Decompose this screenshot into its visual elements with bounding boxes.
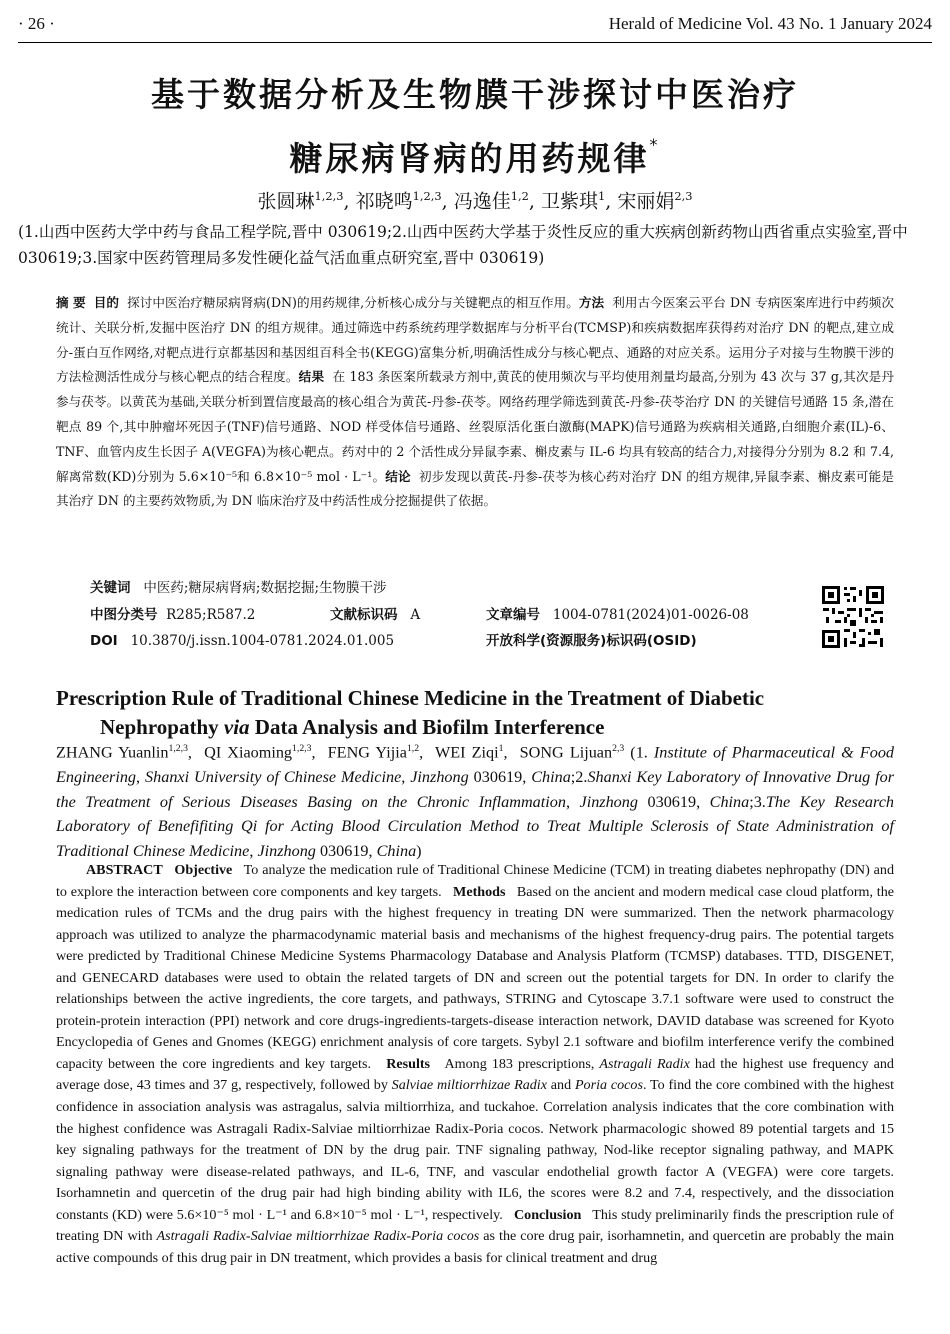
results-text: and [546,1077,575,1094]
chinese-affiliations: (1.山西中医药大学中药与食品工程学院,晋中 030619;2.山西中医药大学基于炎性反应的重大疾病创新药物山西省重点实验室,晋中 030619;3.国家中医药管理局多发性硬化益气活血重点研究室,晋中 030619) [18,223,908,267]
author-affil-sup: 2,3 [674,189,693,203]
journal-citation: Herald of Medicine Vol. 43 No. 1 January 2024 [608,14,932,33]
doc-code-line [330,605,420,625]
article-number-value: 1004-0781(2024)01-0026-08 [552,607,749,623]
osid-line [486,631,697,651]
country: China [376,841,417,860]
english-abstract [56,860,894,1269]
english-title [56,684,916,742]
clc-label: 中图分类号 [90,607,158,623]
keywords-line [90,578,387,598]
abstract-label: 摘 要 [56,295,86,310]
affiliation-1: Institute of Pharmaceutical & Food Engineering [56,743,895,786]
english-title-line1: Prescription Rule of Traditional Chinese Medicine in the Treatment of Diabetic [56,686,765,710]
english-title-via: via [223,715,250,739]
author-name: FENG Yijia [327,743,407,762]
herb-name: Salviae miltiorrhizae Radix [391,1077,547,1094]
affiliation-2-city: Jinzhong [579,792,638,811]
conclusion-text: 初步发现以黄芪-丹参-茯苓为核心药对治疗 DN 的组方规律,异鼠李素、槲皮素可能是其治疗 DN 的主要药效物质,为 DN 临床治疗及中药活性成分挖掘提供了依据。 [56,468,894,509]
keywords-label: 关键词 [90,580,131,596]
english-authors-affiliations: ZHANG Yuanlin$^{1,2,3}$, QI Xiaoming$^{1,2,3}$, FENG Yijia$^{1,2}$, WEI Ziqi$^1$, SONG Lijuan$^{2,3}$ (1. Institute of Pharmaceutical & Food Engineering, Shanxi University of Chinese Medicine, Jinzhong 030619, China;2.Shanxi Key Laboratory of Innovative Drug for the Treatment of Serious Diseases Basing on the Chronic Inflammation, Jinzhong 030619, China;3.The Key Research Laboratory of Benefifiting Qi for Acting Blood Circulation Method to Treat Multiple Sclerosis of State Administration of Traditional Chinese Medicine, Jinzhong 030619, China) [56,743,895,860]
author-name: SONG Lijuan [519,743,613,762]
doi-label: DOI [90,633,118,649]
classification-line [90,605,255,625]
methods-label: 方法 [578,295,605,310]
author-affil-sup: 1,2,3 [314,189,344,203]
herb-name: Poria cocos [574,1077,643,1094]
chinese-title-line2: 糖尿病肾病的用药规律 [289,139,650,178]
postal-code: 030619 [319,841,369,860]
affiliation-3: The Key Research Laboratory of Benefifiting Qi for Acting Blood Circulation Method to Treat Multiple Sclerosis of State Administration of Traditional Chinese Medicine [56,792,894,860]
chinese-title [0,70,950,184]
keywords: 中医药;糖尿病肾病;数据挖掘;生物膜干涉 [143,580,387,596]
clc-value: R285;R587.2 [166,607,256,623]
herb-name: Astragali Radix [599,1055,690,1072]
conclusion-text: as the core drug pair, isorhamnetin, and quercetin are probably the main active compounds of this drug pair in DN treatment, which provides a basis for clinical treatment and drug [56,1228,894,1266]
results-label: Results [386,1055,431,1072]
results-text: Among 183 prescriptions, [444,1055,600,1072]
author-affil-sup: 1,2 [406,743,420,754]
doi-value: 10.3870/j.issn.1004-0781.2024.01.005 [130,633,395,649]
page-number: · 26 · [18,14,55,33]
english-title-line2a: Nephropathy [100,715,224,739]
author-affil-sup: 1 [498,743,504,754]
affiliation-3-city: Jinzhong [257,841,316,860]
doc-code-label: 文献标识码 [330,607,398,623]
results-text: . To find the core combined with the highest confidence in association analysis was astragalus, salvia miltiorrhiza, and tuckahoe. Correlation analysis indicates that the core combination with the highest confidence was Astragali Radix-Salviae miltiorrhizae Radix-Poria cocos. Network pharmacologic showed 89 potential targets and 15 key signaling pathways for the treatment of DN by the drug pair. TNF signaling pathway, Nod-like receptor signaling pathway, and MAPK signaling pathway were disease-related pathways, and IL-6, TNF, and vascular endothelial growth factor A (VEGFA) were core targets. Isorhamnetin and quercetin of the drug pair had high binding ability with IL6, the scores were 8.2 and 7.4, respectively, and the dissociation constants (KD) were 5.6×10⁻⁵ mol · L⁻¹ and 6.8×10⁻⁵ mol · L⁻¹, respectively. [56,1077,894,1223]
postal-code: 030619 [473,767,523,786]
author-name: 祁晓鸣 [355,190,413,213]
objective-label: Objective [174,862,233,878]
country: China [531,767,571,786]
results-text: 在 183 条医案所载录方剂中,黄芪的使用频次与平均使用剂量均最高,分别为 43 次与 37 g,其次是丹参与茯苓。以黄芪为基础,关联分析到置信度最高的核心组合为黄芪-丹参-茯苓。网络药理学筛选到黄芪-丹参-茯苓治疗 DN 的关键信号通路 15 条,潜在靶点 89 个,其中肿瘤坏死因子(TNF)信号通路、NOD 样受体信号通路、丝裂原活化蛋白激酶(MAPK)信号通路为疾病相关通路,白细胞介素(IL)-6、TNF、血管内皮生长因子 A(VEGFA)为核心靶点。药对中的 2 个活性成分异鼠李素、槲皮素与 IL-6 均具有较高的结合力,对接得分分别为 8.2 和 7.4,解离常数(KD)分别为 5.6×10⁻⁵和 6.8×10⁻⁵ mol · L⁻¹。 [56,369,894,484]
methods-text: Based on the ancient and modern medical case cloud platform, the medication rules of TCMs and the drug pairs with the highest frequency in treating DN were summarized. Then the network pharmacology approach was utilized to analyze the pharmacodynamic material basis and mechanisms of the highest frequency-drug pairs. The potential targets were predicted by Traditional Chinese Medicine Systems Pharmacology Database and Analysis Platform (TCMSP) databases. TTD, DISGENET, and GENECARD databases were used to obtain the related targets of DN and screen out the potential targets for DN. In order to clarify the relationships between the active ingredients, the core targets, and pathways, STRING and Cytoscape 3.7.1 software were used to construct the protein-protein interaction (PPI) network and core drugs-ingredients-targets-disease interaction network, DAVID database was screened for Kyoto Encyclopedia of Genes and Gnomes (KEGG) enrichment analysis of core targets. Sybyl 2.1 software and biofilm interference verify the combined capacity between the core ingredients and key targets. [56,883,895,1072]
drug-pair-name: Astragali Radix-Salviae miltiorrhizae Radix-Poria cocos [156,1228,480,1245]
osid-qr-code[interactable] [820,584,886,650]
header-rule [18,42,932,43]
author-name: WEI Ziqi [434,743,499,762]
affiliation-2: Shanxi Key Laboratory of Innovative Drug for the Treatment of Serious Diseases Basing on the Chronic Inflammation [56,767,895,811]
objective-label: 目的 [93,295,120,310]
methods-text: 利用古今医案云平台 DN 专病医案库进行中药频次统计、关联分析,发掘中医治疗 DN 的组方规律。通过筛选中药系统药理学数据库与分析平台(TCMSP)和疾病数据库获得药对治疗 DN 的靶点,建立成分-蛋白互作网络,对靶点进行京都基因和基因组百科全书(KEGG)富集分析,明确活性成分与核心靶点、通路的对应关系。运用分子对接与生物膜干涉的方法检测活性成分与核心靶点的结合程度。 [56,295,894,385]
country: China [709,792,750,811]
english-title-line2b: Data Analysis and Biofilm Interference [249,715,605,739]
doi-line [90,631,394,651]
chinese-title-line1: 基于数据分析及生物膜干涉探讨中医治疗 [151,75,799,114]
affiliation-1-city: Jinzhong [410,767,469,786]
methods-label: Methods [453,883,506,900]
doc-code-value: A [410,607,421,623]
conclusion-text: This study preliminarily finds the prescription rule of treating DN with [56,1206,894,1245]
author-name: 冯逸佳 [453,190,511,213]
author-affil-sup: 1,2,3 [292,743,312,754]
objective-text: To analyze the medication rule of Traditional Chinese Medicine (TCM) in treating diabetes nephropathy (DN) and to explore the interaction between core components and key targets. [56,862,894,900]
chinese-authors: 张圆琳$^{1,2,3}$, 祁晓鸣$^{1,2,3}$, 冯逸佳$^{1,2}$, 卫紫琪$^1$, 宋丽娟$^{2,3}$ [257,189,693,213]
conclusion-label: 结论 [385,468,411,484]
author-name: 宋丽娟 [617,190,675,213]
affiliation-1-org: Shanxi University of Chinese Medicine [145,767,402,786]
author-name: QI Xiaoming [204,743,293,762]
osid-label: 开放科学(资源服务)标识码(OSID) [486,633,697,649]
abstract-label: ABSTRACT [86,862,163,878]
article-number-line [486,605,749,625]
author-affil-sup: 1,2,3 [412,189,442,203]
postal-code: 030619 [647,792,697,811]
author-name: ZHANG Yuanlin [56,743,169,762]
author-affil-sup: 2,3 [612,743,625,754]
article-number-label: 文章编号 [486,607,540,623]
funding-mark: * [649,135,661,154]
conclusion-label: Conclusion [513,1206,582,1223]
author-name: 卫紫琪 [540,190,598,213]
chinese-abstract [56,291,894,514]
author-name: 张圆琳 [257,190,315,213]
author-affil-sup: 1,2 [510,189,529,203]
results-label: 结果 [298,369,325,385]
author-affil-sup: 1,2,3 [168,743,188,754]
objective-text: 探讨中医治疗糖尿病肾病(DN)的用药规律,分析核心成分与关键靶点的相互作用。 [127,295,579,310]
running-header [18,14,932,38]
author-affil-sup: 1 [597,189,606,203]
results-text: had the highest use frequency and average dose, 43 times and 37 g, respectively, followed by [56,1055,894,1094]
